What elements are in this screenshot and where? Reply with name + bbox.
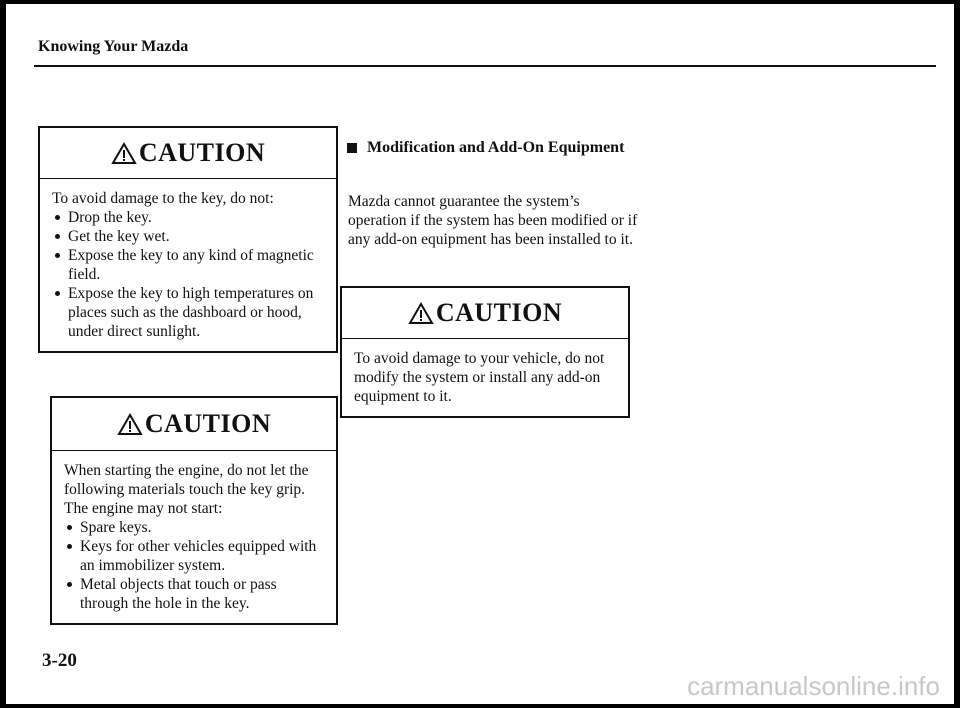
section-paragraph: Mazda cannot guarantee the system’s operation if the system has been modified or if any add-on equipment has been installed to it. bbox=[348, 193, 638, 248]
caution-box-key-damage bbox=[38, 126, 338, 353]
warning-triangle-icon bbox=[111, 142, 137, 165]
caution-label: CAUTION bbox=[144, 409, 272, 438]
caution-title bbox=[342, 288, 628, 339]
caution-box-modification bbox=[340, 286, 630, 418]
page-number: 3-20 bbox=[42, 650, 77, 671]
caution-list bbox=[52, 208, 324, 341]
list-item: Drop the key. bbox=[52, 208, 324, 227]
section-heading bbox=[347, 139, 627, 157]
list-item: Expose the key to any kind of magnetic field. bbox=[52, 246, 324, 284]
warning-triangle-icon bbox=[408, 302, 434, 325]
list-item: Metal objects that touch or pass through the hole in the key. bbox=[64, 575, 324, 613]
caution-intro: To avoid damage to the key, do not: bbox=[52, 190, 274, 207]
page-header-title: Knowing Your Mazda bbox=[38, 38, 189, 55]
caution-intro: When starting the engine, do not let the following materials touch the key grip. The engine may not start: bbox=[64, 462, 309, 517]
warning-triangle-icon bbox=[117, 413, 143, 436]
caution-body: To avoid damage to your vehicle, do not modify the system or install any add-on equipment to it. bbox=[354, 350, 605, 405]
header-rule bbox=[34, 65, 936, 67]
watermark: carmanualsonline.info bbox=[687, 671, 940, 701]
caution-title bbox=[52, 398, 336, 451]
caution-box-engine-start bbox=[50, 396, 338, 625]
caution-body bbox=[40, 179, 336, 351]
list-item: Keys for other vehicles equipped with an immobilizer system. bbox=[64, 537, 324, 575]
list-item: Get the key wet. bbox=[52, 227, 324, 246]
square-bullet-icon bbox=[347, 143, 357, 153]
caution-body bbox=[52, 451, 336, 623]
caution-list bbox=[64, 518, 324, 613]
list-item: Expose the key to high temperatures on places such as the dashboard or hood, under direct sunlight. bbox=[52, 284, 324, 341]
caution-label: CAUTION bbox=[435, 298, 563, 327]
caution-title bbox=[40, 128, 336, 179]
list-item: Spare keys. bbox=[64, 518, 324, 537]
section-heading-text: Modification and Add-On Equipment bbox=[367, 139, 625, 156]
manual-page bbox=[6, 4, 954, 704]
caution-label: CAUTION bbox=[138, 138, 266, 167]
